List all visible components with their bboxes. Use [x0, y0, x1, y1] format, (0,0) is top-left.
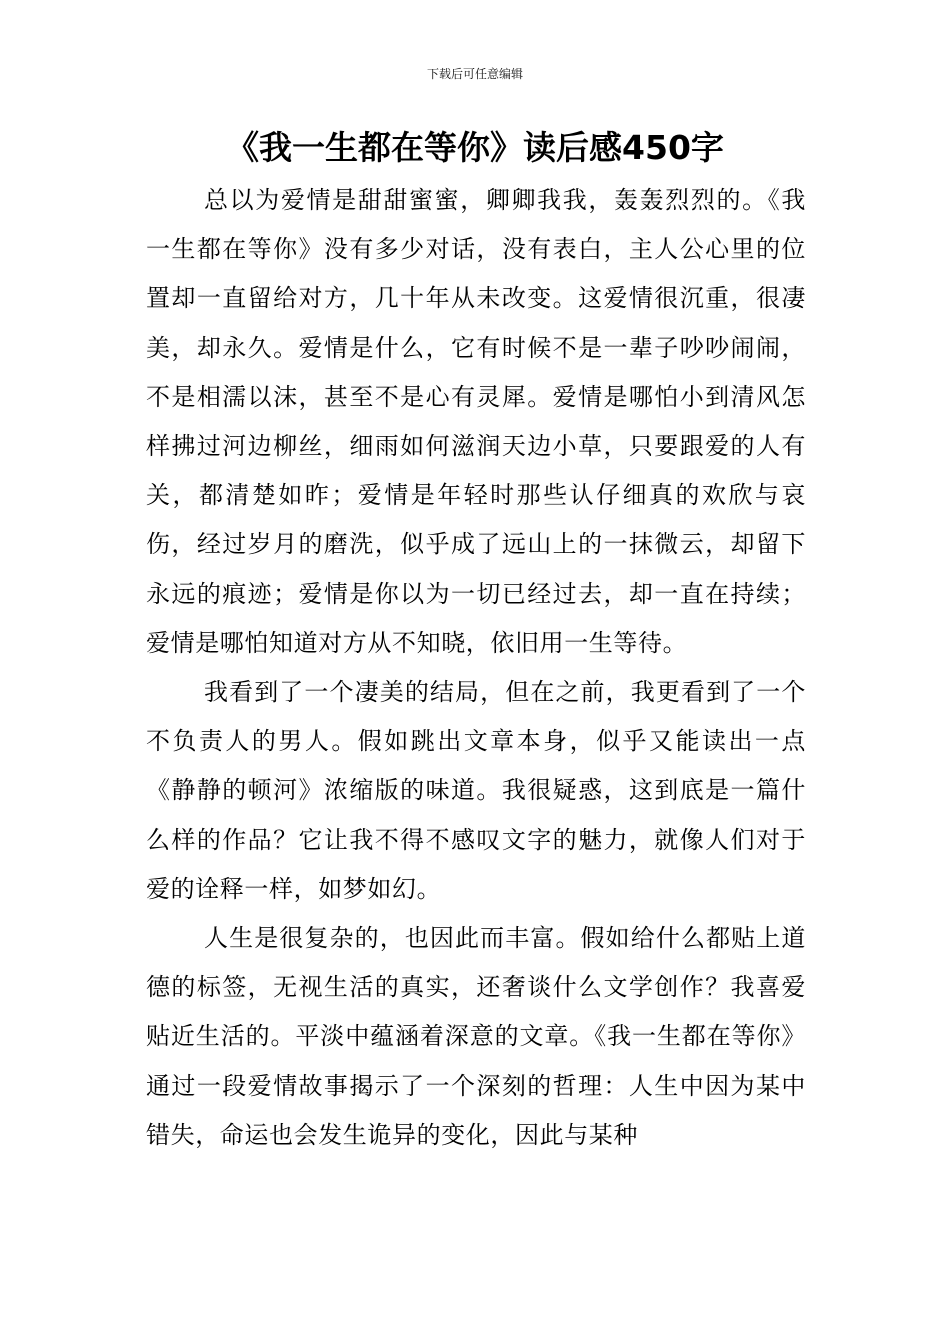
header-note: 下载后可任意编辑 — [426, 67, 523, 81]
document-title: 《我一生都在等你》读后感450字 — [226, 128, 724, 167]
document-body — [146, 176, 806, 1160]
paragraph-1: 总以为爱情是甜甜蜜蜜，卿卿我我，轰轰烈烈的。《我一生都在等你》没有多少对话，没有表白，主人公心里的位置却一直留给对方，几十年从未改变。这爱情很沉重，很凄美，却永久。爱情是什么，它有时候不是一辈子吵吵闹闹，不是相濡以沫，甚至不是心有灵犀。爱情是哪怕小到清风怎样拂过河边柳丝，细雨如何滋润天边小草，只要跟爱的人有关，都清楚如昨；爱情是年轻时那些认仔细真的欢欣与哀伤，经过岁月的磨洗，似乎成了远山上的一抹微云，却留下永远的痕迹；爱情是你以为一切已经过去，却一直在持续；爱情是哪怕知道对方从不知晓，依旧用一生等待。 — [146, 186, 806, 657]
paragraph-2: 我看到了一个凄美的结局，但在之前，我更看到了一个不负责人的男人。假如跳出文章本身，似乎又能读出一点《静静的顿河》浓缩版的味道。我很疑惑，这到底是一篇什么样的作品？它让我不得不感叹文字的魅力，就像人们对于爱的诠释一样，如梦如幻。 — [146, 678, 806, 903]
paragraph-3: 人生是很复杂的，也因此而丰富。假如给什么都贴上道德的标签，无视生活的真实，还奢谈什么文学创作？我喜爱贴近生活的。平淡中蕴涵着深意的文章。《我一生都在等你》通过一段爱情故事揭示了一个深刻的哲理：人生中因为某中错失，命运也会发生诡异的变化，因此与某种 — [146, 924, 806, 1149]
